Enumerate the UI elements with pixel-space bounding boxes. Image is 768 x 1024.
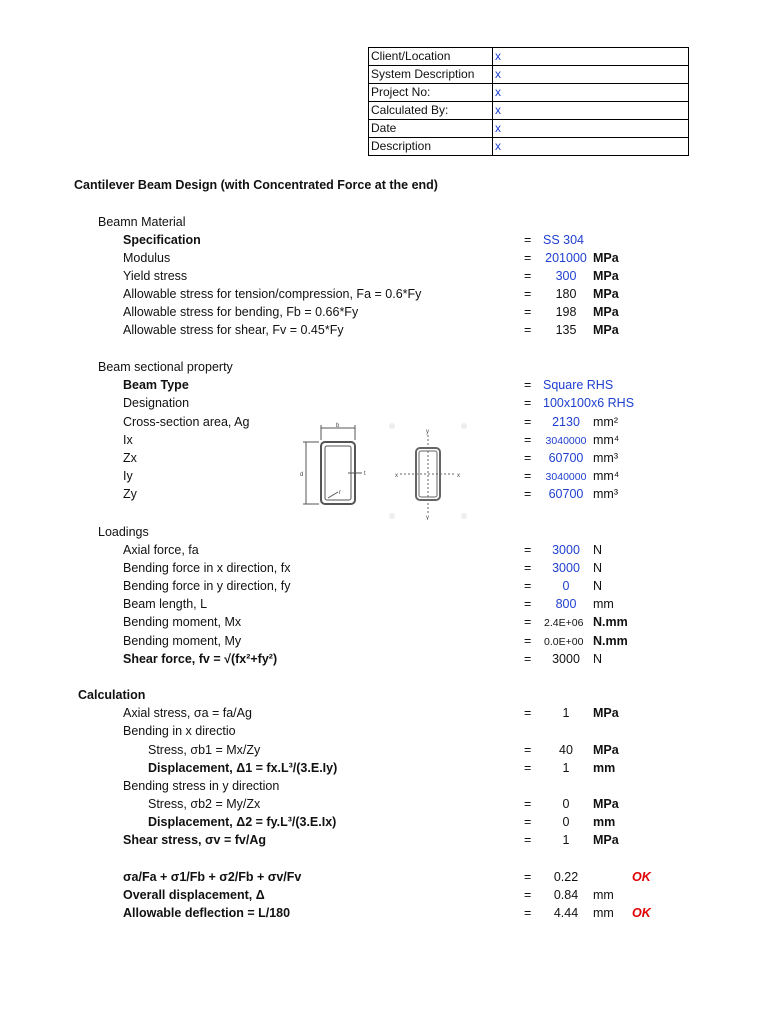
info-row [369, 138, 689, 156]
row-label: Cross-section area, Ag [123, 415, 250, 429]
info-label: Calculated By: [369, 102, 493, 120]
equals-sign: = [524, 415, 532, 429]
row-unit: mm [593, 888, 614, 902]
check-row [0, 870, 768, 886]
row-value: 1 [562, 833, 570, 847]
row-label: Axial stress, σa = fa/Ag [123, 706, 252, 720]
row-label: σa/Fa + σ1/Fb + σ2/Fb + σv/Fv [123, 870, 302, 884]
material-row [0, 269, 768, 285]
row-value[interactable]: Square RHS [543, 378, 614, 392]
row-value: 135 [555, 323, 577, 337]
row-label: Ix [123, 433, 133, 447]
row-unit: N.mm [593, 615, 628, 629]
loading-row [0, 597, 768, 613]
diagram-label: r [339, 490, 341, 496]
loadings-heading: Loadings [98, 525, 149, 539]
row-unit: MPa [593, 797, 619, 811]
row-value: 4.44 [553, 906, 579, 920]
row-unit: mm [593, 906, 614, 920]
equals-sign: = [524, 451, 532, 465]
equals-sign: = [524, 615, 532, 629]
row-value: 0.84 [553, 888, 579, 902]
equals-sign: = [524, 251, 532, 265]
equals-sign: = [524, 797, 532, 811]
calc-row [0, 724, 768, 740]
row-unit: MPa [593, 251, 619, 265]
row-label: Bending stress in y direction [123, 779, 280, 793]
row-label: Overall displacement, Δ [123, 888, 265, 902]
row-unit: MPa [593, 743, 619, 757]
row-value[interactable]: 3000 [552, 543, 580, 557]
row-value: 40 [559, 743, 573, 757]
calc-row [0, 761, 768, 777]
calc-row [0, 706, 768, 722]
row-unit: MPa [593, 287, 619, 301]
diagram-label: x [457, 473, 460, 479]
equals-sign: = [524, 815, 532, 829]
info-row [369, 66, 689, 84]
equals-sign: = [524, 652, 532, 666]
section-row [0, 396, 768, 412]
rhs-dimension-drawing [303, 425, 362, 504]
row-label: Modulus [123, 251, 171, 265]
row-value[interactable]: SS 304 [543, 233, 585, 247]
row-value: 2.4E+06 [544, 617, 584, 629]
diagram-label: y [426, 429, 429, 435]
row-unit: MPa [593, 305, 619, 319]
row-unit: mm³ [593, 487, 618, 501]
row-unit: N.mm [593, 634, 628, 648]
calc-row [0, 815, 768, 831]
info-value[interactable]: x [493, 138, 689, 156]
info-row [369, 84, 689, 102]
row-unit: N [593, 543, 603, 557]
equals-sign: = [524, 561, 532, 575]
equals-sign: = [524, 833, 532, 847]
info-value[interactable]: x [493, 84, 689, 102]
info-label: Client/Location [369, 48, 493, 66]
calc-row [0, 779, 768, 795]
row-unit: MPa [593, 706, 619, 720]
calc-row [0, 797, 768, 813]
material-heading: Beamn Material [98, 215, 186, 229]
info-row [369, 48, 689, 66]
row-value: 60700 [548, 487, 584, 501]
equals-sign: = [524, 233, 532, 247]
calc-row [0, 833, 768, 849]
row-value: 0 [562, 815, 570, 829]
rhs-axis-drawing [400, 435, 456, 513]
info-row [369, 102, 689, 120]
project-info-table [368, 47, 689, 156]
row-label: Allowable stress for shear, Fv = 0.45*Fy [123, 323, 344, 337]
row-label: Beam Type [123, 378, 189, 392]
row-value[interactable]: 3000 [552, 561, 580, 575]
row-label: Zx [123, 451, 137, 465]
material-row [0, 251, 768, 267]
row-value: 3040000 [545, 435, 587, 447]
row-label: Yield stress [123, 269, 188, 283]
diagram-label: t [364, 471, 366, 477]
ok-status-badge: OK [632, 906, 651, 920]
check-row [0, 906, 768, 922]
row-unit: mm⁴ [593, 469, 620, 483]
row-label: Specification [123, 233, 201, 247]
info-label: Description [369, 138, 493, 156]
ok-status-badge: OK [632, 870, 651, 884]
loading-row [0, 561, 768, 577]
info-label: Project No: [369, 84, 493, 102]
equals-sign: = [524, 305, 532, 319]
row-label: Allowable deflection = L/180 [123, 906, 291, 920]
row-label: Stress, σb1 = Mx/Zy [148, 743, 261, 757]
row-value: 3000 [552, 652, 580, 666]
equals-sign: = [524, 743, 532, 757]
row-label: Bending force in y direction, fy [123, 579, 291, 593]
row-label: Allowable stress for tension/compression, Fa = 0.6*Fy [123, 287, 422, 301]
row-label: Axial force, fa [123, 543, 199, 557]
equals-sign: = [524, 469, 532, 483]
row-label: Designation [123, 396, 190, 410]
equals-sign: = [524, 396, 532, 410]
row-label: Allowable stress for bending, Fb = 0.66*Fy [123, 305, 359, 319]
loading-row [0, 579, 768, 595]
info-value[interactable]: x [493, 120, 689, 138]
calc-row [0, 743, 768, 759]
row-value: 0.0E+00 [544, 636, 584, 648]
row-unit: mm [593, 815, 616, 829]
material-row [0, 305, 768, 321]
row-unit: MPa [593, 833, 619, 847]
row-label: Shear force, fv = √(fx²+fy²) [123, 652, 278, 666]
row-label: Displacement, Δ2 = fy.L³/(3.E.Ix) [148, 815, 337, 829]
equals-sign: = [524, 543, 532, 557]
equals-sign: = [524, 597, 532, 611]
row-unit: mm² [593, 415, 618, 429]
info-value[interactable]: x [493, 66, 689, 84]
row-unit: mm⁴ [593, 433, 620, 447]
row-label: Bending in x directio [123, 724, 236, 738]
row-value: 0 [562, 797, 570, 811]
row-unit: N [593, 652, 603, 666]
equals-sign: = [524, 706, 532, 720]
section-row [0, 378, 768, 394]
row-value[interactable]: 800 [555, 597, 577, 611]
equals-sign: = [524, 323, 532, 337]
diagram-label: b [336, 423, 340, 429]
info-label: System Description [369, 66, 493, 84]
material-row [0, 323, 768, 339]
row-label: Zy [123, 487, 137, 501]
row-value[interactable]: 201000 [545, 251, 587, 265]
equals-sign: = [524, 378, 532, 392]
info-row [369, 120, 689, 138]
row-label: Displacement, Δ1 = fx.L³/(3.E.Iy) [148, 761, 338, 775]
row-label: Bending force in x direction, fx [123, 561, 291, 575]
row-value: 0.22 [553, 870, 579, 884]
row-label: Bending moment, My [123, 634, 242, 648]
row-value[interactable]: 300 [555, 269, 577, 283]
equals-sign: = [524, 888, 532, 902]
section-heading: Beam sectional property [98, 360, 233, 374]
row-value: 3040000 [545, 471, 587, 483]
equals-sign: = [524, 579, 532, 593]
equals-sign: = [524, 761, 532, 775]
diagram-label: d [300, 472, 304, 478]
row-value: 60700 [548, 451, 584, 465]
row-value: 198 [555, 305, 577, 319]
loading-row [0, 615, 768, 631]
row-value[interactable]: 0 [562, 579, 570, 593]
equals-sign: = [524, 269, 532, 283]
equals-sign: = [524, 634, 532, 648]
info-value[interactable]: x [493, 48, 689, 66]
equals-sign: = [524, 487, 532, 501]
row-unit: mm [593, 761, 616, 775]
page-title: Cantilever Beam Design (with Concentrated Force at the end) [74, 178, 438, 192]
row-value: 1 [562, 706, 570, 720]
row-unit: N [593, 579, 603, 593]
loading-row [0, 543, 768, 559]
material-row [0, 287, 768, 303]
check-row [0, 888, 768, 904]
loading-row [0, 652, 768, 668]
row-label: Bending moment, Mx [123, 615, 242, 629]
row-value: 1 [562, 761, 570, 775]
equals-sign: = [524, 287, 532, 301]
loading-row [0, 634, 768, 650]
info-label: Date [369, 120, 493, 138]
row-label: Stress, σb2 = My/Zx [148, 797, 261, 811]
row-unit: mm [593, 597, 614, 611]
row-unit: N [593, 561, 603, 575]
info-value[interactable]: x [493, 102, 689, 120]
row-value: 180 [555, 287, 577, 301]
row-unit: MPa [593, 323, 619, 337]
row-value: 2130 [552, 415, 580, 429]
diagram-label: x [395, 473, 398, 479]
equals-sign: = [524, 906, 532, 920]
row-value[interactable]: 100x100x6 RHS [543, 396, 635, 410]
row-label: Beam length, L [123, 597, 208, 611]
row-unit: MPa [593, 269, 619, 283]
row-label: Iy [123, 469, 133, 483]
diagram-label: y [426, 515, 429, 520]
equals-sign: = [524, 870, 532, 884]
row-unit: mm³ [593, 451, 618, 465]
equals-sign: = [524, 433, 532, 447]
material-row [0, 233, 768, 249]
row-label: Shear stress, σv = fv/Ag [123, 833, 266, 847]
calculation-heading: Calculation [78, 688, 146, 702]
rhs-section-diagram [288, 420, 468, 520]
